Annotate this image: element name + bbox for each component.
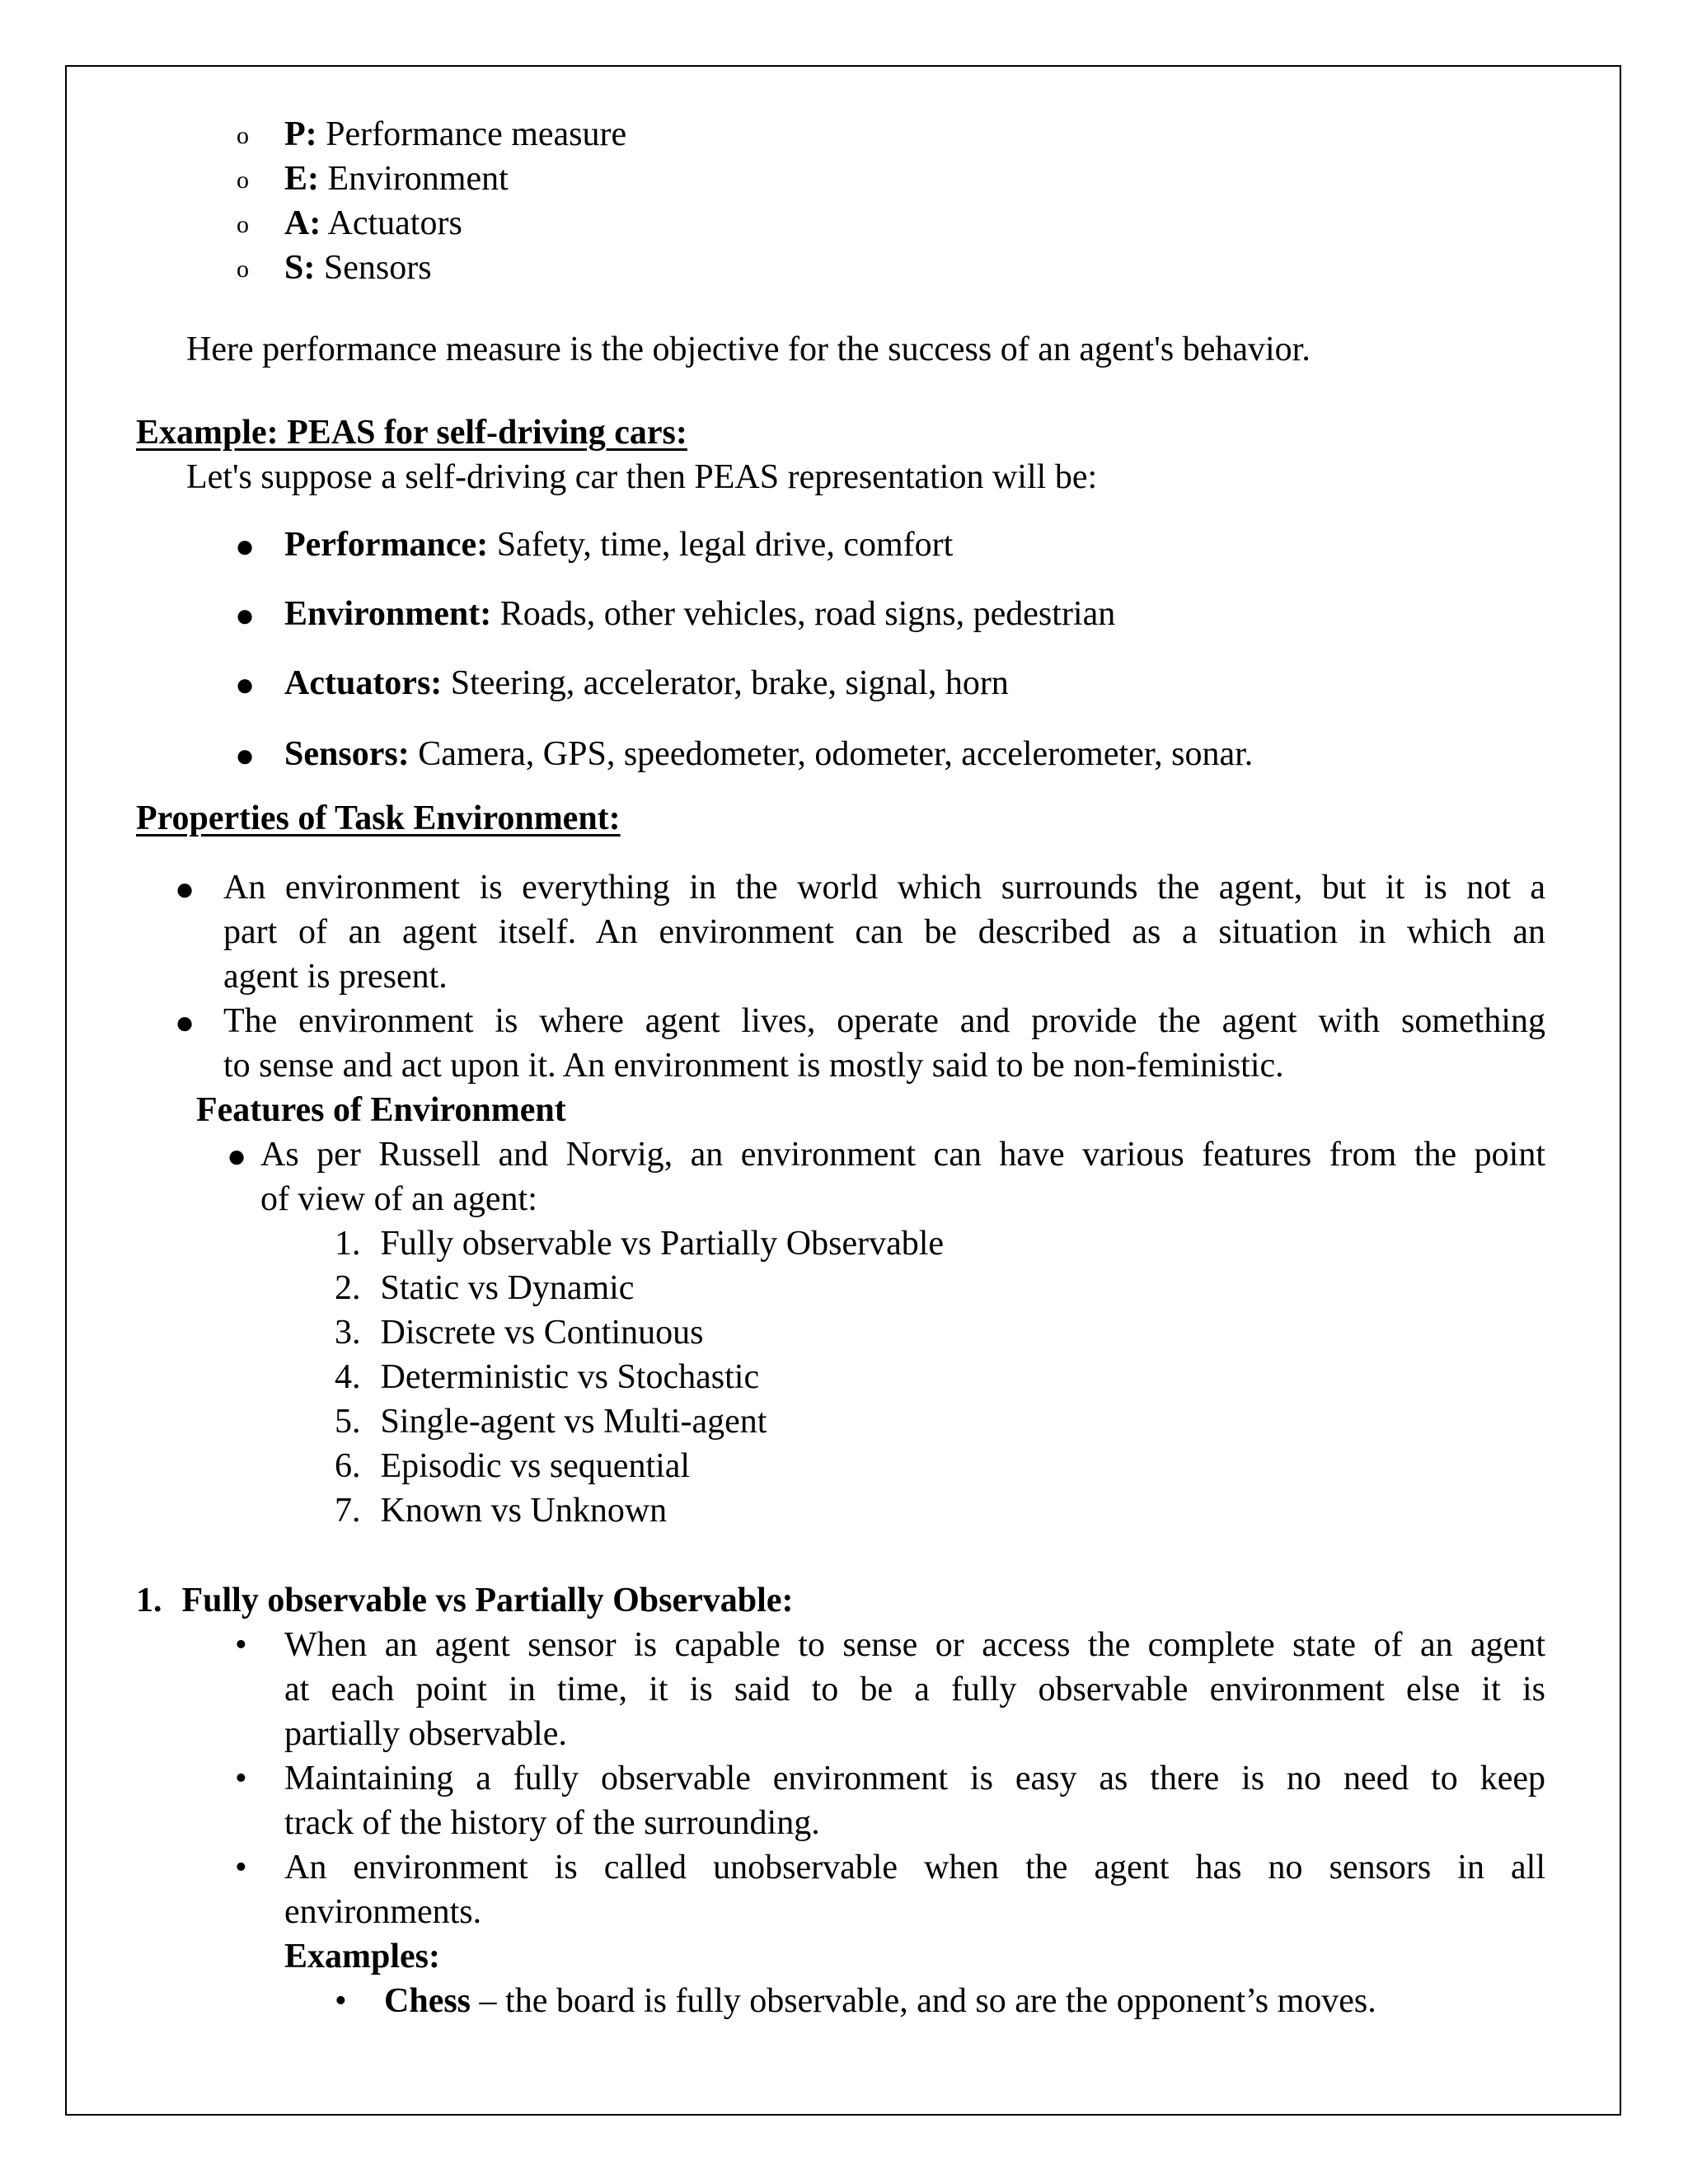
features-list-item: 1. Fully observable vs Partially Observable (335, 1225, 945, 1263)
section1-paragraph-2: Maintaining a fully observable environment is easy as there is no need to keep track of the history of the surrounding. (284, 1760, 1545, 1842)
list-bullet-dot: ● (235, 666, 256, 703)
properties-paragraph-1: An environment is everything in the world which surrounds the agent, but it is not a part of an agent itself. An environment can be described as a situation in which an agent is present. (223, 869, 1545, 996)
examples-item-chess: Chess – the board is fully observable, and so are the opponent’s moves. (384, 1982, 1376, 2020)
features-list-item: 5. Single-agent vs Multi-agent (335, 1403, 767, 1441)
list-bullet-circle: o (237, 255, 249, 283)
example-item-actuators: Actuators: Steering, accelerator, brake, signal, horn (284, 664, 1009, 702)
features-list-item: 4. Deterministic vs Stochastic (335, 1358, 760, 1396)
example-item-performance: Performance: Safety, time, legal drive, comfort (284, 526, 954, 564)
peas-item-p: P: Performance measure (284, 115, 627, 153)
properties-paragraph-2: The environment is where agent lives, operate and provide the agent with something to sense and act upon it. An environment is mostly said to be non-feministic. (223, 1002, 1545, 1085)
section1-heading: 1. Fully observable vs Partially Observable: (136, 1582, 794, 1619)
peas-item-s: S: Sensors (284, 249, 432, 287)
list-bullet-circle: o (237, 122, 249, 149)
peas-note: Here performance measure is the objective for the success of an agent's behavior. (186, 330, 1311, 368)
section1-paragraph-3: An environment is called unobservable when the agent has no sensors in all environments. (284, 1849, 1545, 1931)
example-item-environment: Environment: Roads, other vehicles, road signs, pedestrian (284, 595, 1116, 633)
list-bullet-circle: o (237, 166, 249, 194)
list-bullet-dot: ● (175, 870, 195, 907)
features-list-item: 2. Static vs Dynamic (335, 1269, 635, 1307)
list-bullet-small-dot: • (235, 1849, 247, 1886)
properties-heading: Properties of Task Environment: (136, 799, 621, 837)
list-bullet-dot: ● (235, 597, 256, 634)
features-list-item: 7. Known vs Unknown (335, 1492, 668, 1530)
features-list-item: 3. Discrete vs Continuous (335, 1314, 704, 1352)
list-bullet-dot: ● (227, 1137, 247, 1174)
features-heading: Features of Environment (196, 1091, 566, 1129)
peas-item-a: A: Actuators (284, 204, 462, 242)
example-intro: Let's suppose a self-driving car then PEAS representation will be: (186, 458, 1098, 496)
example-item-sensors: Sensors: Camera, GPS, speedometer, odometer, accelerometer, sonar. (284, 735, 1254, 773)
list-bullet-dot: ● (235, 527, 256, 565)
list-bullet-dot: ● (175, 1004, 195, 1041)
list-bullet-circle: o (237, 211, 249, 238)
list-bullet-dot: ● (235, 737, 256, 774)
list-bullet-small-dot: • (335, 1982, 347, 2020)
features-list-item: 6. Episodic vs sequential (335, 1447, 691, 1485)
example-heading: Example: PEAS for self-driving cars: (136, 414, 687, 452)
section1-paragraph-1: When an agent sensor is capable to sense or access the complete state of an agent at each point in time, it is said to be a fully observable environment else it is partially observable. (284, 1626, 1545, 1753)
features-intro: As per Russell and Norvig, an environment can have various features from the point of view of an agent: (260, 1136, 1545, 1218)
list-bullet-small-dot: • (235, 1626, 247, 1664)
peas-item-e: E: Environment (284, 160, 509, 198)
list-bullet-small-dot: • (235, 1760, 247, 1797)
examples-label: Examples: (284, 1938, 440, 1975)
